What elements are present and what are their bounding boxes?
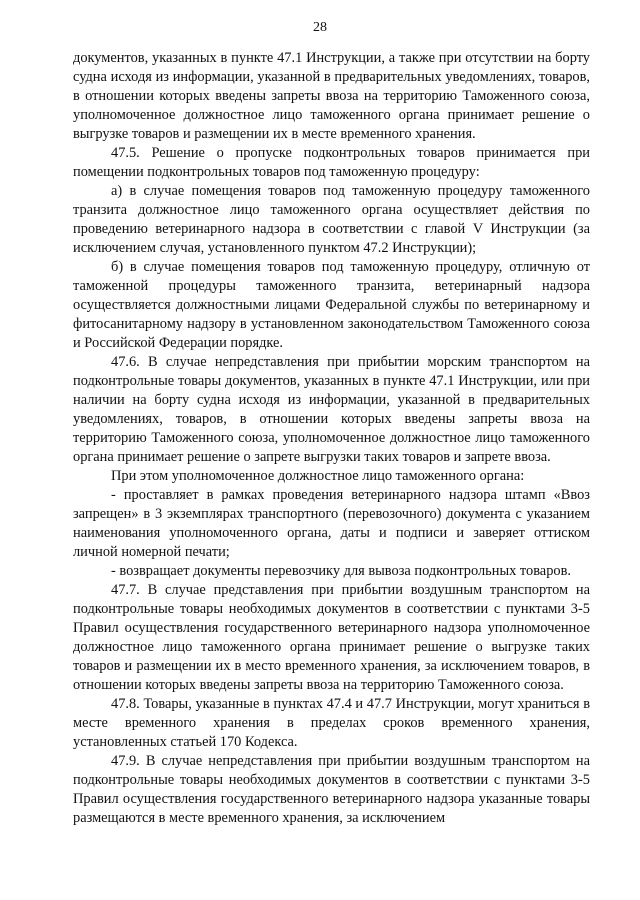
paragraph-47-6-dash-1: - проставляет в рамках проведения ветеринарного надзора штамп «Ввоз запрещен» в 3 экземплярах транспортного (перевозочного) документа с указанием наименования уполномоченного органа, даты и подписи и заверяет оттиском личной номерной печати; bbox=[73, 487, 590, 560]
paragraph-47-6-intro: При этом уполномоченное должностное лицо таможенного органа: bbox=[111, 468, 525, 484]
document-body bbox=[73, 49, 590, 828]
paragraph-47-6-dash-2: - возвращает документы перевозчику для вывоза подконтрольных товаров. bbox=[111, 563, 571, 579]
paragraph-47-9: 47.9. В случае непредставления при прибытии воздушным транспортом на подконтрольные товары необходимых документов в соответствии с пунктами 3-5 Правил осуществления государственного ветеринарного надзора указанные товары размещаются в месте временного хранения, за исключением bbox=[73, 753, 590, 826]
paragraph-47-6: 47.6. В случае непредставления при прибытии морским транспортом на подконтрольные товары документов, указанных в пункте 47.1 Инструкции, или при наличии на борту судна исходя из информации, указанной в предварительных уведомлениях, товаров, в отношении которых введены запреты ввоза на территорию Таможенного союза, уполномоченное должностное лицо таможенного органа принимает решение о запрете выгрузки таких товаров и запрете ввоза. bbox=[73, 354, 590, 465]
paragraph-47-5: 47.5. Решение о пропуске подконтрольных товаров принимается при помещении подконтрольных товаров под таможенную процедуру: bbox=[73, 145, 590, 180]
paragraph-47-8: 47.8. Товары, указанные в пунктах 47.4 и 47.7 Инструкции, могут храниться в месте временного хранения в пределах сроков временного хранения, установленных статьей 170 Кодекса. bbox=[73, 696, 590, 750]
page-number: 28 bbox=[313, 20, 327, 35]
paragraph-47-5-a: а) в случае помещения товаров под таможенную процедуру таможенного транзита должностное лицо таможенного органа осуществляет действия по проведению ветеринарного надзора в соответствии с главой V Инструкции (за исключением случая, установленного пунктом 47.2 Инструкции); bbox=[73, 183, 590, 256]
paragraph-continuation-47-4: документов, указанных в пункте 47.1 Инструкции, а также при отсутствии на борту судна исходя из информации, указанной в предварительных уведомлениях, товаров, в отношении которых введены запреты ввоза на территорию Таможенного союза, уполномоченное должностное лицо таможенного органа принимает решение о выгрузке товаров и размещении их в месте временного хранения. bbox=[73, 50, 590, 142]
paragraph-47-7: 47.7. В случае представления при прибытии воздушным транспортом на подконтрольные товары необходимых документов в соответствии с пунктами 3-5 Правил осуществления государственного ветеринарного надзора уполномоченное должностное лицо таможенного органа принимает решение о выгрузке таких товаров и размещении их в место временного хранения, за исключением товаров, в отношении которых введены запреты ввоза на территорию Таможенного союза. bbox=[73, 582, 590, 693]
paragraph-47-5-b: б) в случае помещения товаров под таможенную процедуру, отличную от таможенной процедуры таможенного транзита, ветеринарный надзора осуществляется должностными лицами Федеральной службы по ветеринарному и фитосанитарному надзору в установленном законодательством Таможенного союза и Российской Федерации порядке. bbox=[73, 259, 590, 351]
